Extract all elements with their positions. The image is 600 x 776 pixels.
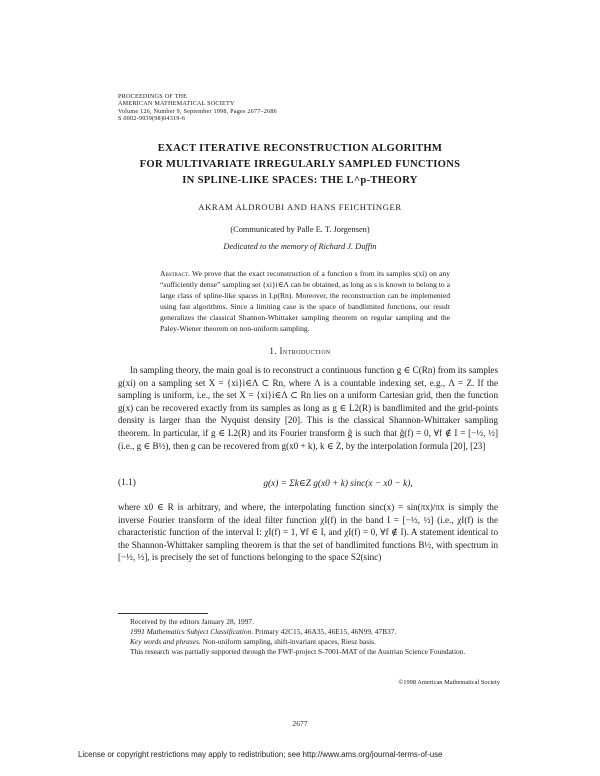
keywords-label: Key words and phrases. xyxy=(130,637,201,647)
page-number: 2677 xyxy=(292,719,308,728)
copyright: ©1998 American Mathematical Society xyxy=(398,679,500,686)
footnote-keywords xyxy=(118,637,498,647)
equation-1-1 xyxy=(118,475,498,495)
msc-label: 1991 Mathematics Subject Classification. xyxy=(130,627,254,637)
title-line-2: FOR MULTIVARIATE IRREGULARLY SAMPLED FUNCTIONS xyxy=(139,159,461,170)
journal-line-4: S 0002-9939(98)04319-6 xyxy=(118,115,186,123)
journal-line-2: AMERICAN MATHEMATICAL SOCIETY xyxy=(118,100,235,108)
authors: AKRAM ALDROUBI AND HANS FEICHTINGER xyxy=(198,202,402,212)
body-text-1: In sampling theory, the main goal is to reconstruct a continuous function g ∈ C(Rn) from its samples g(xi) on a sampling set X = {xi}i∈Λ ⊂ Rn, where Λ is a countable indexing set, e.g., Λ = Z. If the sampling is uniform, i.e., the set X = {xi}i∈Λ ⊂ Rn lies on a uniform Cartesian grid, then the function g(x) can be recovered exactly from its samples as long as g ∈ L2(R) is bandlimited and the grid-points density is larger than the Nyquist density [20]. This is the classical Shannon-Whittaker sampling theorem. In particular, if g ∈ L2(R) and its Fourier transform ĝ is such that ĝ(f) = 0, ∀f ∉ I = [−½, ½] (i.e., g ∈ B½), then g can be recovered from g(x0 + k), k ∈ Z, by the interpolation formula [20], [23] xyxy=(118,365,498,451)
abstract-label: Abstract. xyxy=(160,269,190,278)
paper-title xyxy=(100,141,500,189)
journal-header xyxy=(118,93,277,123)
footnote-rule xyxy=(118,613,208,614)
journal-line-3: Volume 126, Number 9, September 1998, Pages 2677–2686 xyxy=(118,107,277,115)
license-link[interactable]: License or copyright restrictions may apply to redistribution; see http://www.ams.org/journal-terms-of-use xyxy=(78,750,443,759)
equation-text: g(x) = Σk∈Z g(x0 + k) sinc(x − x0 − k), xyxy=(263,479,413,489)
dedication: Dedicated to the memory of Richard J. Duffin xyxy=(223,242,377,251)
title-line-3: IN SPLINE-LIKE SPACES: THE L^p-THEORY xyxy=(182,175,418,186)
body-paragraph-1 xyxy=(118,364,498,452)
body-text-2: where x0 ∈ R is arbitrary, and where, the interpolating function sinc(x) = sin(πx)/πx is simply the inverse Fourier transform of the ideal filter function χI(f) in the band I = [−½, ½] (i.e., χI(f) is the characteristic function of the interval I: χI(f) = 1, ∀f ∈ I, and χI(f) = 0, ∀f ∉ I). A statement identical to the Shannon-Whittaker sampling theorem is that the set of bandlimited functions B½, with spectrum in [−½, ½], is precisely the set of functions belonging to the space S2(sinc) xyxy=(118,502,498,563)
title-line-1: EXACT ITERATIVE RECONSTRUCTION ALGORITHM xyxy=(157,143,443,154)
abstract-text: We prove that the exact reconstruction of a function s from its samples s(xi) on any “sufficiently dense” sampling set {xi}i∈Λ can be obtained, as long as s is known to belong to a large class of spline-like spaces in Lp(Rn). Moreover, the reconstruction can be implemented using fast algorithms. Since a limiting case is the space of bandlimited functions, our result generalizes the classical Shannon-Whittaker sampling theorem on regular sampling and the Paley-Wiener theorem on non-uniform sampling. xyxy=(160,269,450,333)
footnote-support: This research was partially supported through the FWF-project S-7001-MAT of the Austrian Science Foundation. xyxy=(130,647,466,657)
section-heading: 1. Introduction xyxy=(269,346,331,356)
abstract xyxy=(160,269,450,334)
communicated-by: (Communicated by Palle E. T. Jorgensen) xyxy=(230,225,370,234)
body-paragraph-2 xyxy=(118,501,498,564)
footnote-received: Received by the editors January 28, 1997. xyxy=(130,617,254,626)
keywords-text: Non-uniform sampling, shift-invariant spaces, Riesz basis. xyxy=(202,637,376,647)
equation-number: (1.1) xyxy=(118,478,136,488)
msc-codes: Primary 42C15, 46A35, 46E15, 46N99, 47B37. xyxy=(255,627,397,637)
footnotes xyxy=(118,617,498,657)
footnote-msc xyxy=(118,627,498,637)
journal-line-1: PROCEEDINGS OF THE xyxy=(118,93,188,100)
